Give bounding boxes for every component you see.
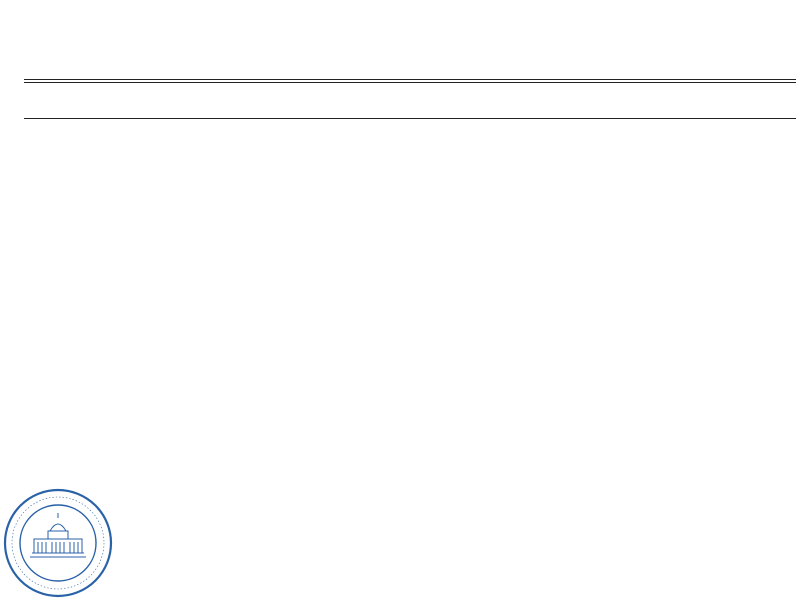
top-rule bbox=[24, 79, 796, 80]
university-seal bbox=[2, 487, 114, 599]
table-caption bbox=[25, 59, 84, 74]
top-rule-inner bbox=[24, 82, 796, 83]
header-rule bbox=[24, 118, 796, 119]
